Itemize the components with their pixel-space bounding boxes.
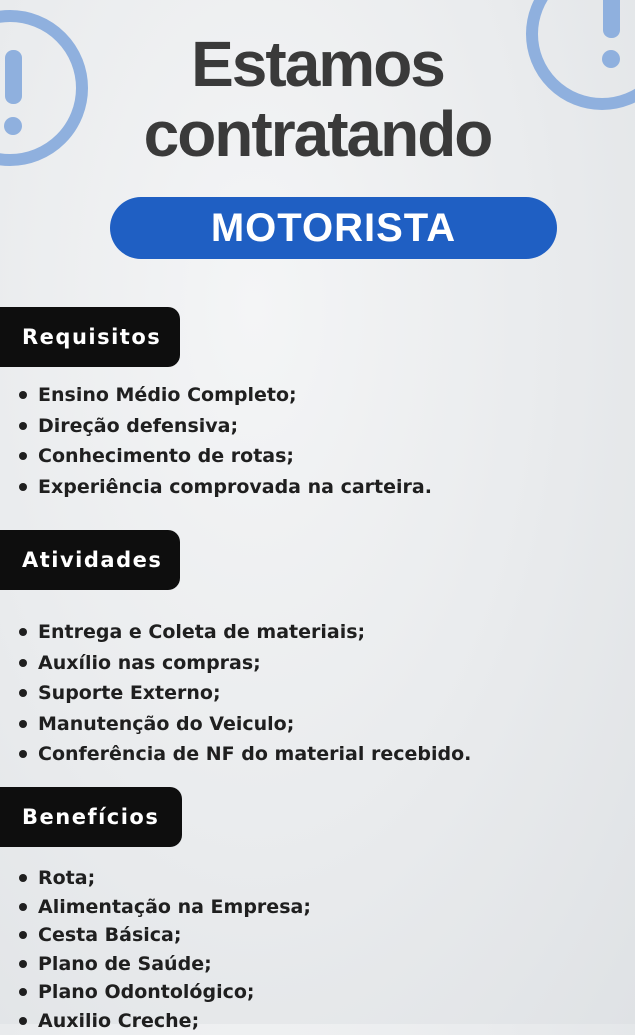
list-item: Plano de Saúde;	[18, 950, 311, 979]
list-item: Auxílio nas compras;	[18, 648, 471, 679]
list-item: Conferência de NF do material recebido.	[18, 739, 471, 770]
list-item: Direção defensiva;	[18, 411, 432, 442]
section-title-beneficios: Benefícios	[0, 787, 182, 847]
list-item: Plano Odontológico;	[18, 978, 311, 1007]
list-item: Cesta Básica;	[18, 921, 311, 950]
list-item: Rota;	[18, 864, 311, 893]
position-badge	[110, 197, 557, 259]
requisitos-list	[18, 380, 432, 502]
list-item: Conhecimento de rotas;	[18, 441, 432, 472]
section-title-requisitos: Requisitos	[0, 307, 180, 367]
atividades-list	[18, 617, 471, 770]
list-item: Suporte Externo;	[18, 678, 471, 709]
headline-line-1: Estamos	[0, 32, 635, 96]
list-item: Auxilio Creche;	[18, 1007, 311, 1035]
list-item: Manutenção do Veiculo;	[18, 709, 471, 740]
headline-line-2: contratando	[0, 102, 635, 166]
section-title-atividades: Atividades	[0, 530, 180, 590]
position-title: MOTORISTA	[211, 206, 456, 251]
list-item: Ensino Médio Completo;	[18, 380, 432, 411]
list-item: Experiência comprovada na carteira.	[18, 472, 432, 503]
list-item: Entrega e Coleta de materiais;	[18, 617, 471, 648]
list-item: Alimentação na Empresa;	[18, 893, 311, 922]
beneficios-list	[18, 864, 311, 1035]
